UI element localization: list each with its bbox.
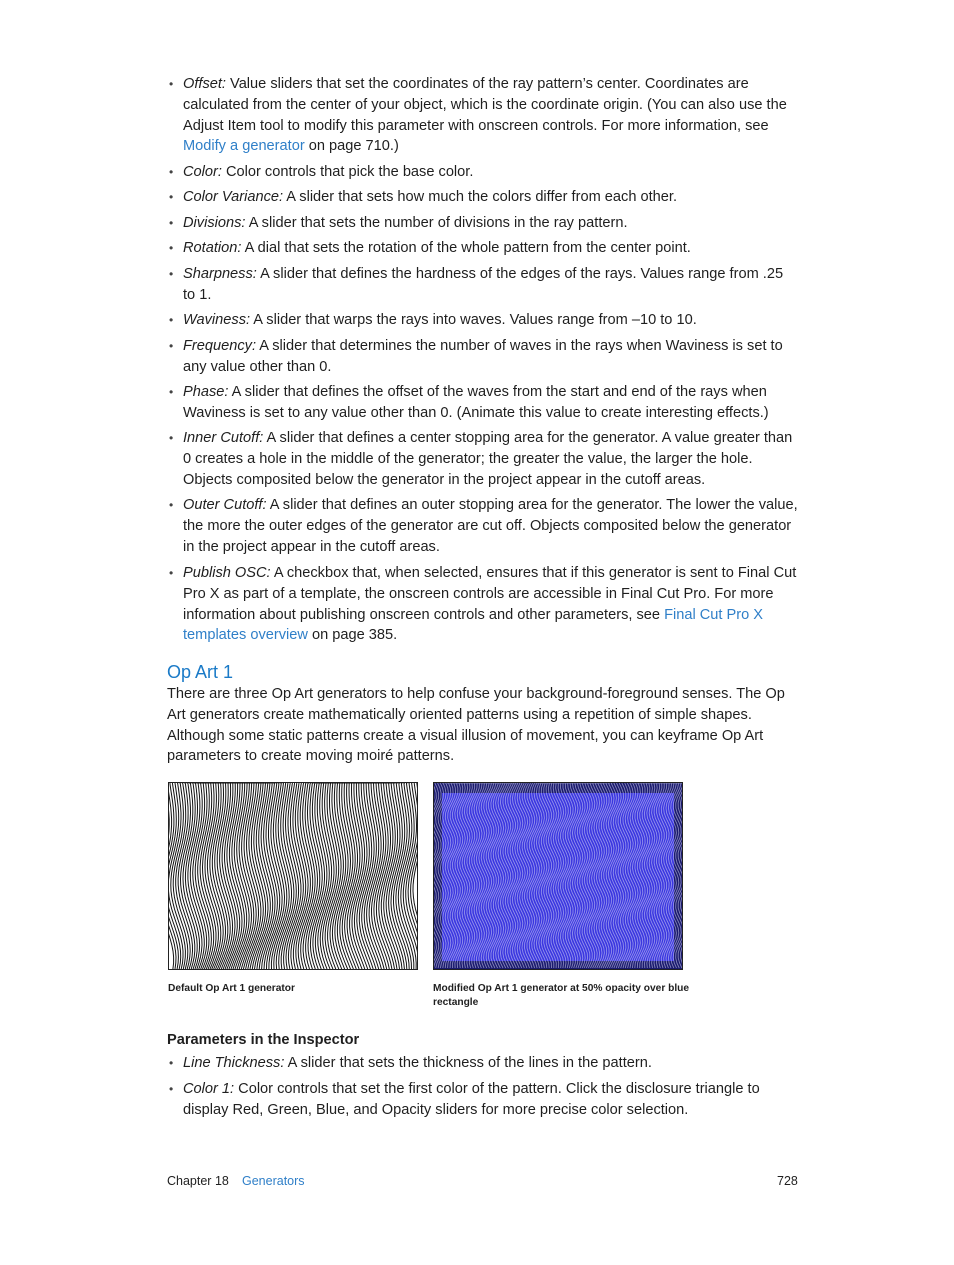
section-heading: Op Art 1 <box>167 662 234 682</box>
figure-caption-modified: Modified Op Art 1 generator at 50% opacity over blue rectangle <box>433 983 690 1008</box>
description: Color controls that pick the base color. <box>221 164 474 180</box>
figure-caption-default: Default Op Art 1 generator <box>168 983 295 994</box>
bullet-icon: • <box>169 339 174 353</box>
list-item <box>169 336 798 378</box>
description-suffix: on page 385. <box>307 627 398 644</box>
bullet-icon: • <box>169 498 174 512</box>
term: Publish OSC: <box>183 565 271 581</box>
list-item <box>169 264 798 306</box>
bullet-icon: • <box>169 77 174 91</box>
term: Sharpness: <box>183 266 257 282</box>
list-item <box>169 1079 798 1121</box>
description: A checkbox that, when selected, ensures that if this generator is sent to Final Cut Pro X as part of a template, the onscreen controls are accessible in Final Cut Pro. For more information about publishing onscreen controls and other parameters, see <box>183 565 797 623</box>
term: Phase: <box>183 384 229 400</box>
description: Color controls that set the first color of the pattern. Click the disclosure triangle to display Red, Green, Blue, and Opacity sliders for more precise color selection. <box>183 1081 760 1118</box>
bullet-icon: • <box>169 566 174 580</box>
op-art-default-image <box>168 782 418 970</box>
term: Color 1: <box>183 1081 235 1097</box>
term: Frequency: <box>183 338 257 354</box>
description: Value sliders that set the coordinates of the ray pattern’s center. Coordinates are calculated from the center of your object, which is the coordinate origin. (You can also use the Adjust Item tool to modify this parameter with onscreen controls. For more information, see <box>183 76 787 134</box>
inspector-heading: Parameters in the Inspector <box>167 1032 360 1048</box>
description: A slider that defines a center stopping area for the generator. A value greater than 0 creates a hole in the middle of the generator; the greater the value, the larger the hole. Objects composited below the generator in the project appear in the cutoff areas. <box>183 430 793 488</box>
list-item <box>169 162 798 183</box>
link-modify-generator[interactable]: Modify a generator <box>183 138 305 155</box>
description: A slider that defines the hardness of the edges of the rays. Values range from .25 to 1. <box>183 266 784 303</box>
list-item <box>169 187 798 208</box>
bullet-icon: • <box>169 1056 174 1070</box>
term: Color: <box>183 164 222 180</box>
term: Outer Cutoff: <box>183 497 267 513</box>
bullet-icon: • <box>169 267 174 281</box>
footer-chapter: Chapter 18 <box>167 1174 229 1188</box>
description: A slider that determines the number of waves in the rays when Waviness is set to any value other than 0. <box>183 338 783 375</box>
term: Line Thickness: <box>183 1055 285 1071</box>
op-art-default-pattern <box>169 783 417 969</box>
bullet-icon: • <box>169 241 174 255</box>
bullet-icon: • <box>169 1082 174 1096</box>
description: A slider that defines the offset of the waves from the start and end of the rays when Waviness is set to any value other than 0. (Animate this value to create interesting effects.) <box>183 384 769 421</box>
bullet-icon: • <box>169 313 174 327</box>
term: Inner Cutoff: <box>183 430 264 446</box>
description: A slider that sets the thickness of the lines in the pattern. <box>284 1055 652 1071</box>
list-item <box>169 1053 798 1074</box>
list-item <box>169 213 798 234</box>
footer-section-link[interactable]: Generators <box>242 1174 305 1188</box>
list-item <box>169 428 798 490</box>
bullet-icon: • <box>169 216 174 230</box>
list-item <box>169 495 798 557</box>
bullet-icon: • <box>169 190 174 204</box>
link-templates-overview[interactable]: Final Cut Pro X templates overview <box>183 606 764 644</box>
term: Rotation: <box>183 240 242 256</box>
description: A dial that sets the rotation of the whole pattern from the center point. <box>241 240 691 256</box>
term: Color Variance: <box>183 189 284 205</box>
footer-page-number: 728 <box>777 1174 798 1188</box>
bullet-icon: • <box>169 385 174 399</box>
description: A slider that sets how much the colors differ from each other. <box>283 189 678 205</box>
list-item <box>169 74 798 157</box>
description: A slider that warps the rays into waves. Values range from –10 to 10. <box>250 312 697 328</box>
description: A slider that defines an outer stopping area for the generator. The lower the value, the more the outer edges of the generator are cut off. Objects composited below the generator in the project appear in the cutoff areas. <box>183 497 798 555</box>
list-item <box>169 563 798 646</box>
term: Divisions: <box>183 215 246 231</box>
description-suffix: on page 710.) <box>304 138 399 155</box>
description: A slider that sets the number of divisions in the ray pattern. <box>245 215 628 231</box>
term: Offset: <box>183 76 226 92</box>
list-item <box>169 382 798 424</box>
list-item <box>169 310 798 331</box>
bullet-icon: • <box>169 165 174 179</box>
bullet-icon: • <box>169 431 174 445</box>
section-intro: There are three Op Art generators to help confuse your background-foreground senses. The Op Art generators create mathematically oriented patterns using a repetition of simple shapes. Although some static patterns create a visual illusion of movement, you can keyframe Op Art parameters to create moving moiré patterns. <box>167 686 785 765</box>
term: Waviness: <box>183 312 251 328</box>
op-art-modified-pattern <box>434 783 682 969</box>
op-art-modified-image <box>433 782 683 970</box>
list-item <box>169 238 798 259</box>
